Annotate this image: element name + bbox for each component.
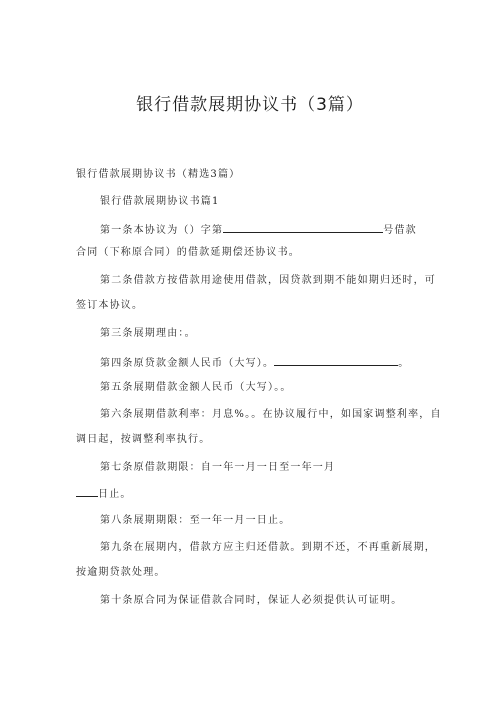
blank-line xyxy=(223,222,383,233)
clause-9-line-1: 第九条在展期内，借款方应主归还借款。到期不还，不再重新展期， xyxy=(100,542,436,553)
clause-6-line-1: 第六条展期借款利率：月息%。。在协议履行中，如国家调整利率，自 xyxy=(100,409,442,420)
clause-1-line-2: 合同（下称原合同）的借款延期偿还协议书。 xyxy=(76,247,300,258)
blank-line xyxy=(274,355,398,366)
clause-10: 第十条原合同为保证借款合同时，保证人必须提供认可证明。 xyxy=(100,595,403,606)
clause-7-line-1: 第七条原借款期限：自一年一月一日至一年一月 xyxy=(100,462,336,473)
document-subheading: 银行借款展期协议书篇1 xyxy=(100,196,220,207)
document-heading: 银行借款展期协议书（精选3篇） xyxy=(76,169,241,180)
clause-9-line-2: 按逾期贷款处理。 xyxy=(76,567,166,578)
clause-4-text-a: 第四条原贷款金额人民币（大写）。 xyxy=(100,358,275,369)
clause-3: 第三条展期理由：。 xyxy=(100,328,196,339)
clause-7-text-b: 日止。 xyxy=(98,489,132,500)
clause-5: 第五条展期借款金额人民币（大写）。。 xyxy=(100,382,292,393)
clause-4 xyxy=(100,355,409,371)
blank-line xyxy=(76,486,98,497)
document-title: 银行借款展期协议书（3篇） xyxy=(136,95,364,115)
clause-1-text-a: 第一条本协议为（）字第 xyxy=(100,225,224,236)
clause-2-line-2: 签订本协议。 xyxy=(76,300,144,311)
clause-7-line-2 xyxy=(76,486,132,502)
clause-4-text-b: 。 xyxy=(398,358,410,369)
clause-1-line-1 xyxy=(100,222,417,238)
clause-6-line-2: 调日起，按调整利率执行。 xyxy=(76,434,211,445)
clause-1-text-b: 号借款 xyxy=(383,225,417,236)
clause-8: 第八条展期期限：至一年一月一日止。 xyxy=(100,515,291,526)
clause-2-line-1: 第二条借款方按借款用途使用借款，因贷款到期不能如期归还时，可 xyxy=(100,275,436,286)
